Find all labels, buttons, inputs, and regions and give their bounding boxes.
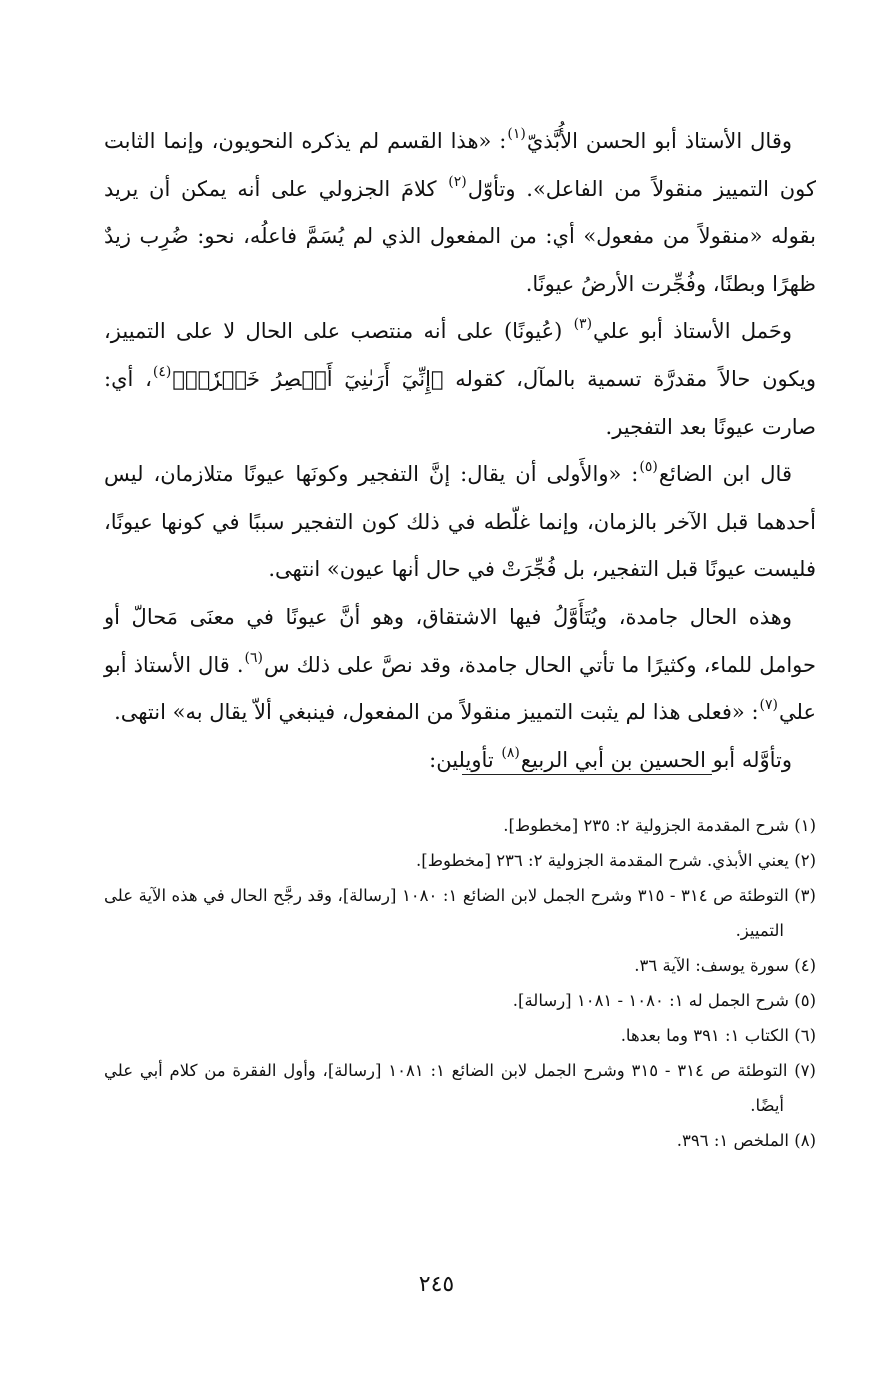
text-segment: . قال الأستاذ أبو علي (104, 652, 816, 725)
main-text (104, 118, 816, 784)
paragraph (104, 118, 816, 308)
paragraph (104, 594, 816, 737)
text-segment: : «هذا القسم لم يذكره النحويون، وإنما الثابت كون التمييز منقولاً من الفاعل». وتأوّل (104, 129, 816, 201)
page-content (104, 118, 816, 1158)
paragraph (104, 308, 816, 451)
text-segment: ، أي: صارت عيونًا بعد التفجير. (104, 366, 816, 439)
footnote-item: (٢) يعني الأبذي. شرح المقدمة الجزولية ٢: ٢٣٦ [مخطوط]. (416, 851, 816, 871)
paragraph (104, 451, 816, 594)
footnote-ref[interactable]: (١) (507, 126, 526, 142)
footnote-item: (٧) التوطئة ص ٣١٤ - ٣١٥ وشرح الجمل لابن الضائع ١: ١٠٨١ [رسالة]، وأول الفقرة من كلام أبي علي أيضًا. (104, 1061, 816, 1116)
text-segment: وحَمل الأستاذ أبو علي (593, 319, 793, 344)
footnote-item: (٨) الملخص ١: ٣٩٦. (676, 1131, 816, 1151)
footnotes (104, 808, 816, 1158)
footnote-ref[interactable]: (٧) (759, 697, 778, 714)
text-segment: وتأوَّله أبو الحسين بن أبي الربيع (520, 747, 792, 772)
footnote-ref[interactable]: (٤) (152, 363, 172, 380)
footnote-separator (462, 774, 712, 775)
footnote-item: (١) شرح المقدمة الجزولية ٢: ٢٣٥ [مخطوط]. (503, 816, 816, 836)
footnote-item: (٣) التوطئة ص ٣١٤ - ٣١٥ وشرح الجمل لابن الضائع ١: ١٠٨٠ [رسالة]، وقد رجَّح الحال في هذه الآية على التمييز. (104, 886, 816, 941)
footnote-item: (٥) شرح الجمل له ١: ١٠٨٠ - ١٠٨١ [رسالة]. (512, 991, 816, 1011)
text-segment: قال ابن الضائع (658, 462, 792, 487)
footnote-ref[interactable]: (٣) (573, 316, 593, 333)
text-segment: : «فعلى هذا لم يثبت التمييز منقولاً من المفعول، فينبغي ألاّ يقال به» انتهى. (114, 700, 759, 725)
footnote-item: (٦) الكتاب ١: ٣٩١ وما بعدها. (620, 1026, 816, 1046)
page-number: ٢٤٥ (418, 1272, 455, 1297)
footnote-item: (٤) سورة يوسف: الآية ٣٦. (634, 956, 816, 976)
footnote-ref[interactable]: (٦) (244, 649, 263, 666)
paragraph (104, 737, 816, 785)
text-segment: وهذه الحال جامدة، ويُتَأَوَّلُ فيها الاشتقاق، وهو أنَّ عيونًا في معنَى مَحالّ أو حوامل للماء، وكثيرًا ما تأتي الحال جامدة، وقد نصَّ على ذلك س (104, 604, 817, 677)
footnote-ref[interactable]: (٢) (448, 173, 467, 190)
text-segment: كلامَ الجزولي على أنه يمكن أن يريد بقوله «منقولاً من مفعول» أي: من المفعول الذي لم يُسَمَّ فاعلُه، نحو: ضُرِب زيدٌ ظهرًا وبطنًا، وفُجِّرت الأرضُ عيونًا. (104, 176, 816, 296)
text-segment: تأويلين: (429, 747, 501, 772)
text-segment: : «والأَولى أن يقال: إنَّ التفجير وكونَها عيونًا متلازمان، ليس أحدهما قبل الآخر بالزمان، وإنما غلّطه في ذلك كون التفجير سببًا في كونها عيونًا، فليست عيونًا قبل التفجير، بل فُجِّرَتْ في حال أنها عيون» انتهى. (104, 462, 816, 582)
text-segment: (عُيونًا) على أنه منتصب على الحال لا على التمييز، ويكون حالاً مقدرَّة تسمية بالمآل، كقوله ﴿إِنِّيٓ أَرَىٰنِيٓ أَعۡصِرُ خَمۡرٗاۖ﴾ (104, 319, 816, 391)
footnote-ref[interactable]: (٥) (639, 459, 658, 476)
footnote-ref[interactable]: (٨) (501, 744, 520, 761)
text-segment: وقال الأستاذ أبو الحسن الأُبَّذيّ (526, 129, 792, 153)
